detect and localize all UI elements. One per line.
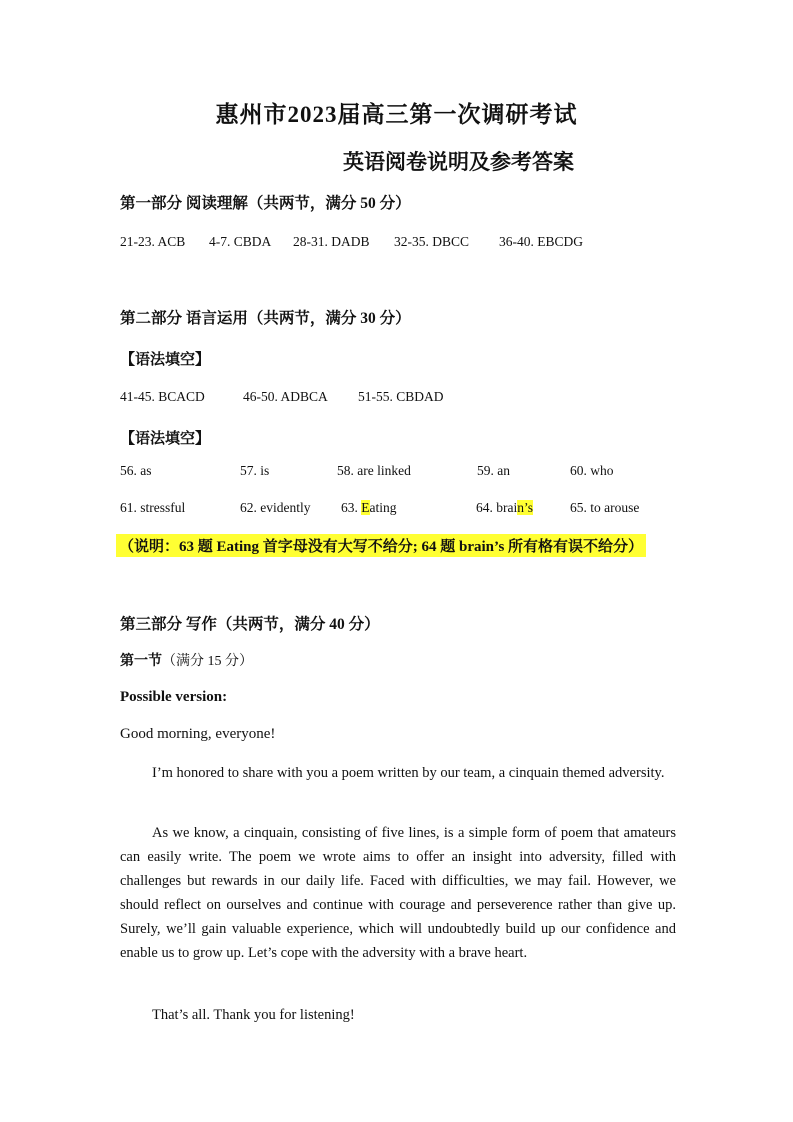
answer-51-55: 51-55. CBDAD — [358, 389, 444, 404]
part2-heading: 第二部分 语言运用（共两节，满分 30 分） — [120, 310, 411, 327]
answer-59: 59. an — [477, 463, 510, 478]
part3-heading: 第三部分 写作（共两节，满分 40 分） — [120, 616, 380, 633]
answer-60: 60. who — [570, 463, 614, 478]
answer-56: 56. as — [120, 463, 152, 478]
answer-63-prefix: 63. — [341, 500, 362, 515]
answer-64-prefix: 64. brai — [476, 500, 518, 515]
page-title: 惠州市2023届高三第一次调研考试 — [215, 102, 578, 127]
answer-41-45: 41-45. BCACD — [120, 389, 205, 404]
answer-64-highlight: n’s — [517, 500, 534, 515]
answer-36-40: 36-40. EBCDG — [499, 234, 583, 249]
page-subtitle: 英语阅卷说明及参考答案 — [343, 150, 574, 174]
essay-paragraph-1: I’m honored to share with you a poem written by our team, a cinquain themed adversity. — [152, 765, 665, 781]
section1-label: 第一节 — [120, 654, 162, 669]
answer-63-rest: ating — [369, 500, 397, 515]
answer-57: 57. is — [240, 463, 270, 478]
essay-closing: That’s all. Thank you for listening! — [152, 1007, 355, 1023]
essay-paragraph-2: As we know, a cinquain, consisting of five lines, is a simple form of poem that amateurs can easily write. The poem we wrote aims to offer an insight into adversity, filled with challenges but rewards in our daily life. Faced with difficulties, we may fail. However, we should reflect on ourselves and continue with courage and perseverence rather than give up. Surely, we’ll gain valuable experience, which will undoubtedly build up our confidence and enable us to grow up. Let’s cope with the adversity with a brave heart. — [120, 825, 676, 961]
section1-score: （满分 15 分） — [162, 654, 253, 669]
part2-sub1: 【语法填空】 — [120, 352, 211, 368]
answer-61: 61. stressful — [120, 500, 186, 515]
answer-32-35: 32-35. DBCC — [394, 234, 470, 249]
answer-21-23: 21-23. ACB — [120, 234, 186, 249]
answer-28-31: 28-31. DADB — [293, 234, 370, 249]
possible-version-label: Possible version: — [120, 689, 228, 705]
answer-62: 62. evidently — [240, 500, 311, 515]
essay-greeting: Good morning, everyone! — [120, 726, 276, 742]
answer-58: 58. are linked — [337, 463, 411, 478]
section1-line — [120, 650, 253, 670]
part1-heading: 第一部分 阅读理解（共两节，满分 50 分） — [120, 195, 411, 212]
part2-sub2: 【语法填空】 — [120, 431, 211, 447]
answer-64 — [476, 500, 533, 516]
answer-63-highlight: E — [361, 500, 370, 515]
answer-65: 65. to arouse — [570, 500, 640, 515]
grading-note: （说明：63 题 Eating 首字母没有大写不给分; 64 题 brain’s 所有格有误不给分） — [116, 534, 646, 557]
answer-46-50: 46-50. ADBCA — [243, 389, 328, 404]
answer-63 — [341, 500, 397, 516]
answer-4-7: 4-7. CBDA — [209, 234, 272, 249]
